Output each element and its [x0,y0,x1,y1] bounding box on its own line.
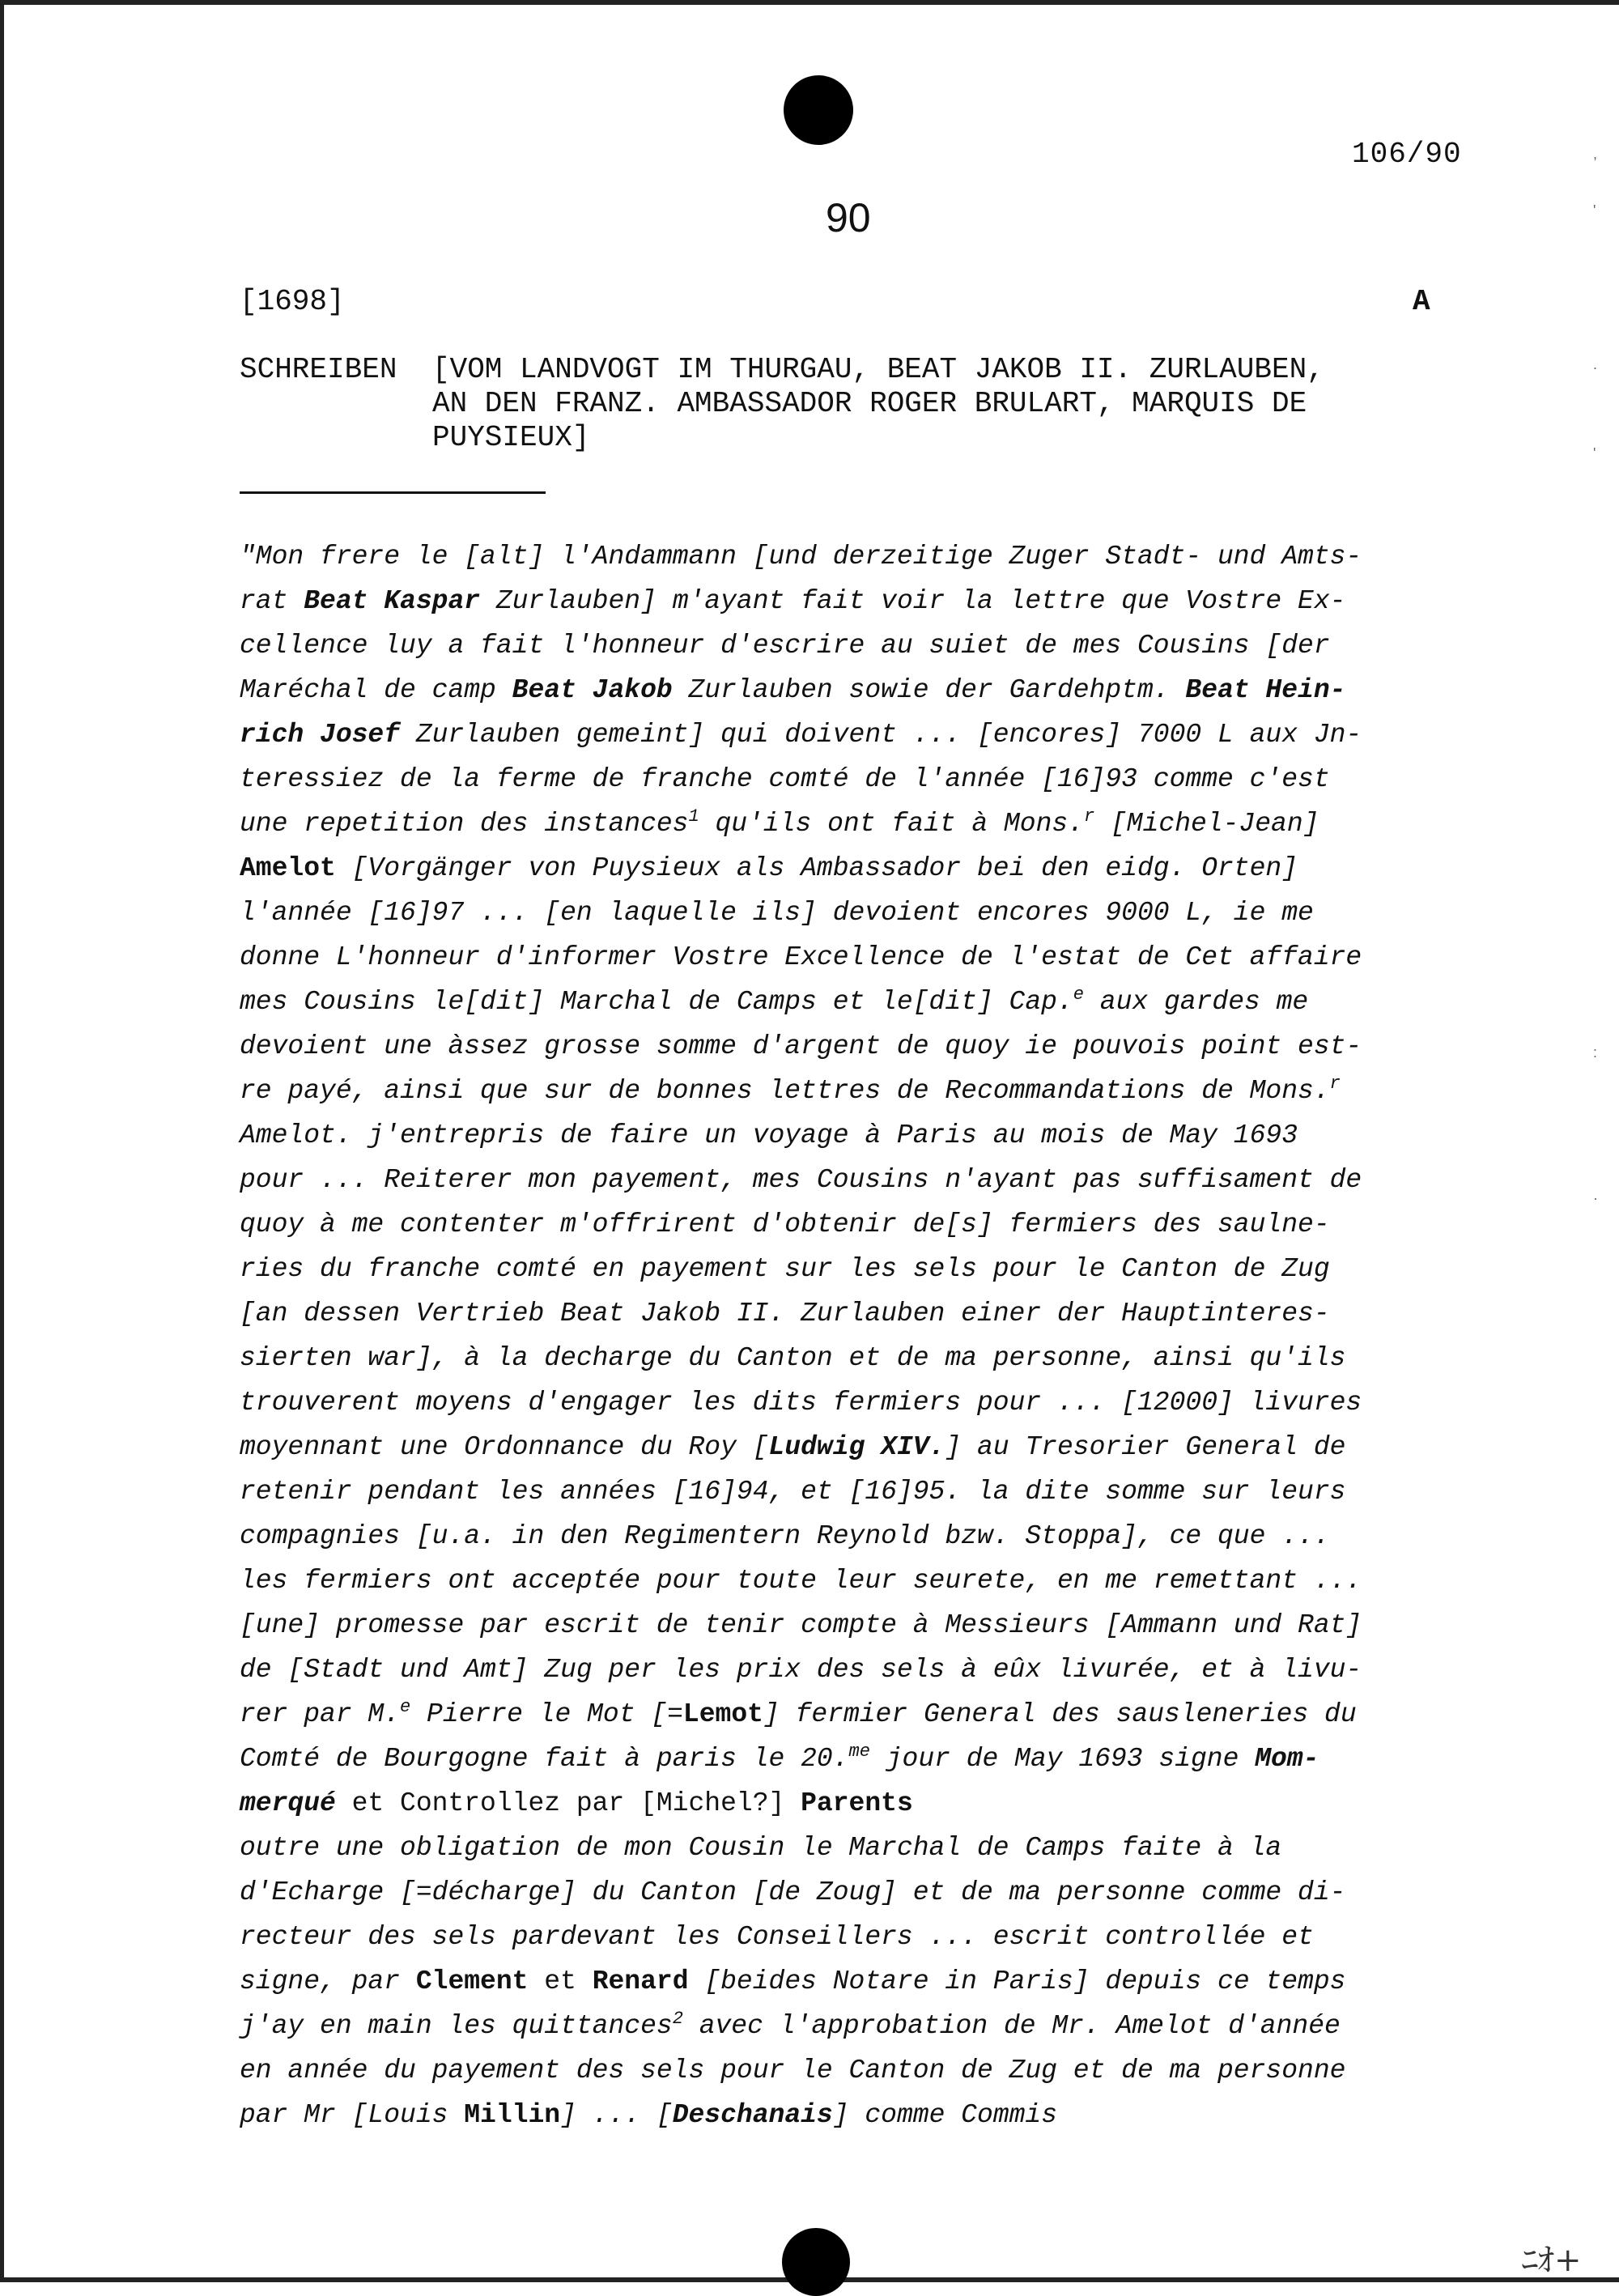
text-line: d'Echarge [=décharge] du Canton [de Zoug] et de ma personne comme di- [240,1877,1346,1907]
text-line: en année du payement des sels pour le Canton de Zug et de ma personne [240,2056,1346,2086]
text-line: re payé, ainsi que sur de bonnes lettres de Recommandations de Mons.$^r$ [240,1074,1341,1106]
footnote-marker: 1 [688,806,699,827]
person-name: Beat Jakob [512,675,673,705]
reference-number: 106/90 [1352,138,1462,171]
text-line: quoy à me contenter m'offrirent d'obtenir de[s] fermiers des saulne- [240,1210,1330,1239]
person-name: Beat Hein- [1185,675,1346,705]
text-line: une repetition des instances$^1$ qu'ils ont fait à Mons.$^r$ [Michel-Jean] [240,806,1319,839]
text-line: cellence luy a fait l'honneur d'escrire au suiet de mes Cousins [der [240,631,1330,661]
person-name: Beat Kaspar [304,586,481,616]
text-line: rat Beat Kaspar Zurlauben] m'ayant fait voir la lettre que Vostre Ex- [240,586,1346,616]
punch-hole-top [784,75,853,145]
margin-scan-marks: , ' . ' : · [1593,146,1598,1206]
text-line: Amelot [Vorgänger von Puysieux als Ambassador bei den eidg. Orten] [240,853,1298,883]
text-line: outre une obligation de mon Cousin le Marchal de Camps faite à la [240,1833,1282,1863]
person-name: Parents [801,1788,913,1818]
person-name: Deschanais [672,2100,833,2130]
letter-body [240,534,1502,2137]
person-name: rich Josef [240,720,401,750]
text-line: devoient une àssez grosse somme d'argent de quoy ie pouvois point est- [240,1031,1362,1061]
text-line: l'année [16]97 ... [en laquelle ils] devoient encores 9000 L, ie me [240,898,1314,928]
heading-line: AN DEN FRANZ. AMBASSADOR ROGER BRULART, MARQUIS DE [432,387,1307,420]
text-line: retenir pendant les années [16]94, et [16]95. la dite somme sur leurs [240,1477,1346,1507]
person-name: Lemot [682,1699,763,1729]
person-name: Millin [464,2100,561,2130]
text-line: compagnies [u.a. in den Regimentern Reynold bzw. Stoppa], ce que ... [240,1521,1330,1551]
heading-line: [VOM LANDVOGT IM THURGAU, BEAT JAKOB II. ZURLAUBEN, [432,353,1324,386]
person-name: Clement [415,1966,529,1996]
person-name: Renard [592,1966,689,1996]
text-line: sierten war], à la decharge du Canton et de ma personne, ainsi qu'ils [240,1343,1346,1373]
text-line: recteur des sels pardevant les Conseillers ... escrit controllée et [240,1922,1314,1952]
page-number: 90 [826,195,871,240]
text-line: donne L'honneur d'informer Vostre Excellence de l'estat de Cet affaire [240,942,1362,972]
text-line: [une] promesse par escrit de tenir compte à Messieurs [Ammann und Rat] [240,1610,1362,1640]
text-line: signe, par Clement et Renard [beides Notare in Paris] depuis ce temps [240,1966,1346,1996]
text-line: les fermiers ont acceptée pour toute leur seurete, en me remettant ... [240,1566,1362,1596]
handwritten-mark: ﾆｵ+ [1522,2242,1582,2279]
text-line: merqué et Controllez par [Michel?] Parents [240,1788,913,1818]
person-name: merqué [240,1788,336,1818]
text-line: teressiez de la ferme de franche comté de l'année [16]93 comme c'est [240,764,1330,794]
text-line: mes Cousins le[dit] Marchal de Camps et le[dit] Cap.$^e$ aux gardes me [240,984,1309,1017]
text-line: de [Stadt und Amt] Zug per les prix des sels à eûx livurée, et à livu- [240,1655,1362,1685]
footnote-marker: 2 [672,2009,683,2029]
text-line: Comté de Bourgogne fait à paris le 20.$^{me}$ jour de May 1693 signe Mom- [240,1741,1319,1774]
text-line: trouverent moyens d'engager les dits fermiers pour ... [12000] livures [240,1388,1362,1418]
text-line: moyennant une Ordonnance du Roy [Ludwig XIV.] au Tresorier General de [240,1432,1346,1462]
scan-border-top [0,0,1619,5]
document-letter: A [1413,285,1430,318]
text-line: par Mr [Louis Millin] ... [Deschanais] comme Commis [240,2100,1057,2130]
heading-label: SCHREIBEN [240,353,397,386]
person-name: Mom- [1255,1744,1319,1774]
text-line: Amelot. j'entrepris de faire un voyage à Paris au mois de May 1693 [240,1120,1298,1150]
text-line: Maréchal de camp Beat Jakob Zurlauben sowie der Gardehptm. Beat Hein- [240,675,1346,705]
punch-hole-bottom [782,2228,850,2296]
text-line: "Mon frere le [alt] l'Andammann [und derzeitige Zuger Stadt- und Amts- [240,542,1362,572]
person-name: Ludwig XIV. [768,1432,945,1462]
heading-line: PUYSIEUX] [432,421,590,454]
scan-border-left [0,0,4,2282]
text-line: [an dessen Vertrieb Beat Jakob II. Zurlauben einer der Hauptinteres- [240,1299,1330,1329]
text-line: pour ... Reiterer mon payement, mes Cousins n'ayant pas suffisament de [240,1165,1362,1195]
text-line: ries du franche comté en payement sur les sels pour le Canton de Zug [240,1254,1330,1284]
text-line: rich Josef Zurlauben gemeint] qui doivent ... [encores] 7000 L aux Jn- [240,720,1362,750]
text-line: rer par M.$^e$ Pierre le Mot [=Lemot] fermier General des sausleneries du [240,1697,1357,1729]
document-date: [1698] [240,285,345,318]
person-name: Amelot [240,853,336,883]
heading-divider [240,491,546,494]
text-line: j'ay en main les quittances$^2$ avec l'approbation de Mr. Amelot d'année [240,2009,1341,2041]
